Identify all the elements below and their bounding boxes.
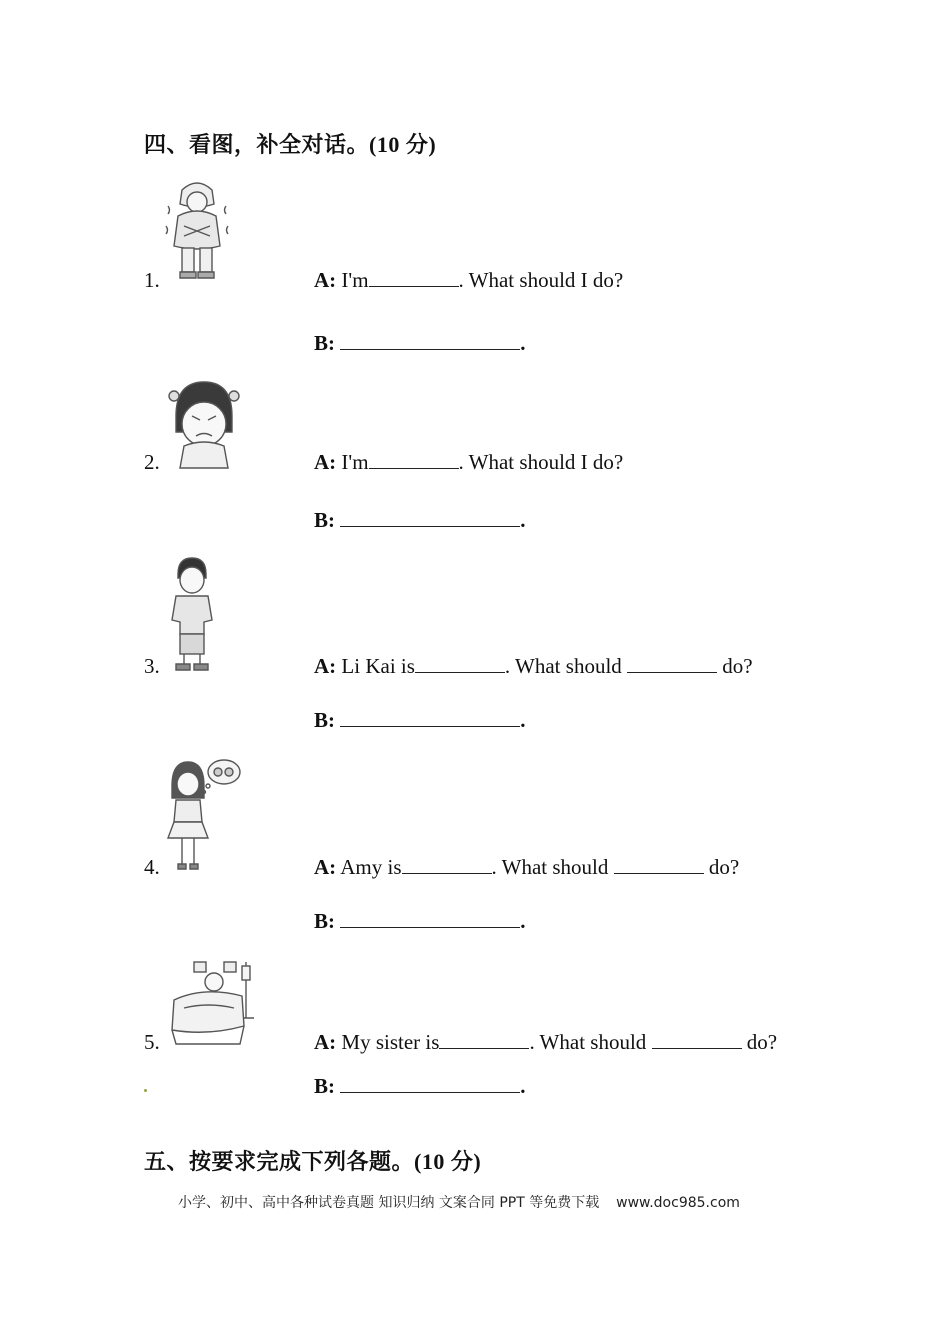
speaker-b-label: B: bbox=[314, 909, 335, 933]
footer-url[interactable]: www.doc985.com bbox=[616, 1195, 740, 1211]
item-3-line-b bbox=[314, 708, 526, 733]
answer-blank[interactable] bbox=[369, 450, 459, 469]
period: . bbox=[520, 508, 526, 532]
prompt-text: . What should bbox=[529, 1030, 647, 1054]
prompt-text: . What should bbox=[491, 855, 609, 879]
item-3-line-a bbox=[314, 654, 753, 679]
item-2-line-b bbox=[314, 508, 526, 533]
speaker-b-label: B: bbox=[314, 708, 335, 732]
answer-blank[interactable] bbox=[652, 1030, 742, 1049]
speaker-a-label: A: bbox=[314, 855, 337, 879]
period: . bbox=[520, 909, 526, 933]
answer-blank[interactable] bbox=[340, 909, 520, 928]
item-number: 3. bbox=[144, 654, 160, 678]
answer-blank[interactable] bbox=[415, 654, 505, 673]
prompt-text: Amy is bbox=[340, 855, 402, 879]
speaker-a-label: A: bbox=[314, 1030, 337, 1054]
period: . bbox=[520, 1074, 526, 1098]
item-number: 1. bbox=[144, 268, 160, 292]
answer-blank[interactable] bbox=[627, 654, 717, 673]
stray-dot bbox=[144, 1089, 147, 1092]
item-1-line-b bbox=[314, 331, 526, 356]
speaker-b-label: B: bbox=[314, 331, 335, 355]
footer bbox=[178, 1192, 740, 1212]
item-number: 5. bbox=[144, 1030, 160, 1054]
section-4-title: 四、看图，补全对话。(10 分) bbox=[144, 132, 437, 157]
item-5-line-b bbox=[314, 1074, 526, 1099]
answer-blank[interactable] bbox=[340, 1074, 520, 1093]
speaker-a-label: A: bbox=[314, 654, 337, 678]
item-1-line-a bbox=[314, 268, 623, 293]
prompt-text: Li Kai is bbox=[341, 654, 415, 678]
speaker-b-label: B: bbox=[314, 508, 335, 532]
item-number: 2. bbox=[144, 450, 160, 474]
footer-text: 小学、初中、高中各种试卷真题 知识归纳 文案合同 PPT 等免费下载 bbox=[178, 1195, 600, 1211]
prompt-text: do? bbox=[708, 855, 740, 879]
answer-blank[interactable] bbox=[402, 855, 492, 874]
prompt-text: . What should I do? bbox=[458, 268, 624, 292]
section-5-title: 五、按要求完成下列各题。(10 分) bbox=[144, 1149, 482, 1174]
sick-in-bed-icon bbox=[164, 956, 262, 1048]
angry-girl-icon bbox=[162, 376, 246, 472]
cold-person-icon bbox=[162, 176, 232, 286]
answer-blank[interactable] bbox=[439, 1030, 529, 1049]
answer-blank[interactable] bbox=[340, 508, 520, 527]
prompt-text: do? bbox=[722, 654, 753, 678]
prompt-text: do? bbox=[746, 1030, 778, 1054]
speaker-b-label: B: bbox=[314, 1074, 335, 1098]
item-5-line-a bbox=[314, 1030, 777, 1055]
prompt-text: My sister is bbox=[341, 1030, 440, 1054]
boy-icon bbox=[166, 556, 218, 674]
answer-blank[interactable] bbox=[340, 331, 520, 350]
answer-blank[interactable] bbox=[369, 268, 459, 287]
item-4-line-a bbox=[314, 855, 739, 880]
answer-blank[interactable] bbox=[340, 708, 520, 727]
prompt-text: . What should bbox=[504, 654, 622, 678]
speaker-a-label: A: bbox=[314, 268, 337, 292]
item-2-line-a bbox=[314, 450, 623, 475]
item-number: 4. bbox=[144, 855, 160, 879]
period: . bbox=[520, 708, 526, 732]
period: . bbox=[520, 331, 526, 355]
prompt-text: I'm bbox=[341, 450, 369, 474]
item-4-line-b bbox=[314, 909, 526, 934]
prompt-text: I'm bbox=[341, 268, 369, 292]
prompt-text: . What should I do? bbox=[458, 450, 624, 474]
hungry-girl-icon bbox=[162, 756, 242, 874]
answer-blank[interactable] bbox=[614, 855, 704, 874]
speaker-a-label: A: bbox=[314, 450, 337, 474]
